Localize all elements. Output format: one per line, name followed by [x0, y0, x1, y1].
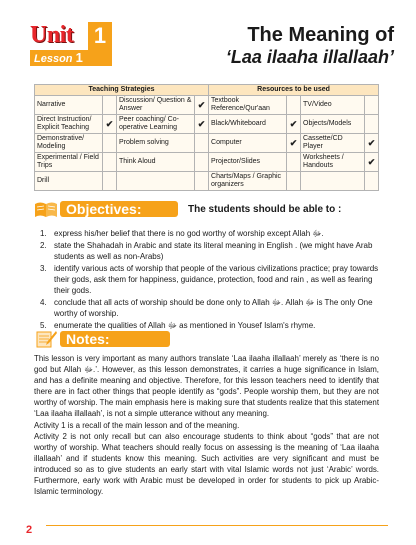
check-mark [287, 172, 301, 191]
strategies-resources-table [34, 84, 379, 191]
item-text: identify various acts of worship that people of the various civilizations practice; pray towards their gods, ask them for happiness, guidance, protection, food and rain , as well as fearing their gods. [54, 264, 379, 295]
check-mark [103, 96, 117, 115]
check-mark: ✔ [287, 115, 301, 134]
check-mark [287, 96, 301, 115]
unit-number: 1 [88, 22, 112, 66]
strategy-cell: Demonstrative/ Modeling [35, 134, 103, 153]
list-item [40, 263, 384, 296]
strategy-cell: Peer coaching/ Co-operative Learning [117, 115, 195, 134]
table-row [35, 96, 379, 115]
pen-paper-icon [34, 330, 58, 348]
strategy-cell: Think Aloud [117, 153, 195, 172]
strategy-cell: Problem solving [117, 134, 195, 153]
check-mark: ✔ [287, 134, 301, 153]
notes-paragraph: This lesson is very important as many authors translate ‘Laa ilaaha illallaah’ merely as ‘there is no god but Allah ﷻ.’. However, as this lesson demonstrates, it carries a huge significance in Islam, and has a definite meaning and objective. Therefore, for this lesson teachers need to identify that there are in fact other things that people identify as “gods”. People worship them, but they are not worthy of worship. The main emphasis here is making sure that students realize that this statement ‘Laa ilaaha illallaah’, is not a simple utterance without any meaning. [34, 354, 380, 419]
notes-paragraph: Activity 1 is a recall of the main lesson and of the meaning. [34, 420, 240, 430]
title-line-1: The Meaning of [247, 24, 394, 46]
notes-paragraph: Activity 2 is not only recall but can also encourage students to think about “gods” that are not worthy of worship. What teachers should really focus on assessing is the meaning of ‘Laa ilaaha illallaah’ and if students know this meaning. Such activities are very significant and must be introduced so as to give students an early start with vital Islamic words not just ‘Arabic’ words. Furthermore, early work with Arabic must be developed in order for students to pick up Arabic-Islamic terminology. [34, 431, 379, 497]
unit-lesson-badge [30, 22, 112, 66]
open-book-icon [34, 200, 58, 218]
check-mark: ✔ [365, 153, 379, 172]
check-mark [365, 172, 379, 191]
strategy-cell [117, 172, 195, 191]
header-teaching-strategies: Teaching Strategies [35, 85, 209, 96]
notes-label: Notes: [60, 331, 170, 347]
unit-word: Unit [30, 22, 74, 48]
lesson-word: Lesson [34, 53, 73, 65]
lesson-bar [30, 50, 88, 66]
resource-cell: Projector/Slides [209, 153, 287, 172]
resource-cell: Cassette/CD Player [301, 134, 365, 153]
check-mark [365, 96, 379, 115]
check-mark: ✔ [195, 96, 209, 115]
check-mark [103, 153, 117, 172]
resource-cell [301, 172, 365, 191]
resource-cell: Charts/Maps / Graphic organizers [209, 172, 287, 191]
item-text: express his/her belief that there is no god worthy of worship except Allah ﷻ. [54, 229, 324, 238]
objectives-header [34, 200, 341, 218]
strategy-cell: Drill [35, 172, 103, 191]
check-mark [195, 153, 209, 172]
strategy-cell: Direct Instruction/ Explicit Teaching [35, 115, 103, 134]
header-resources: Resources to be used [209, 85, 379, 96]
objectives-list [40, 228, 384, 332]
page-number: 2 [26, 524, 33, 536]
item-number: 1. [40, 229, 47, 238]
resource-cell: TV/Video [301, 96, 365, 115]
lesson-number: 1 [75, 50, 83, 65]
list-item [40, 297, 384, 319]
resource-cell: Objects/Models [301, 115, 365, 134]
strategy-cell: Discussion/ Question & Answer [117, 96, 195, 115]
item-text: enumerate the qualities of Allah ﷻ as mentioned in Yousef Islam's rhyme. [54, 321, 316, 330]
notes-header [34, 330, 170, 348]
resource-cell: Textbook Reference/Qur'aan [209, 96, 287, 115]
item-number: 4. [40, 298, 47, 307]
check-mark [195, 172, 209, 191]
item-number: 2. [40, 241, 47, 250]
strategy-cell: Experimental / Field Trips [35, 153, 103, 172]
resource-cell: Black/Whiteboard [209, 115, 287, 134]
list-item [40, 228, 384, 239]
resource-cell: Computer [209, 134, 287, 153]
table-row [35, 115, 379, 134]
item-number: 5. [40, 321, 47, 330]
page-title [150, 24, 394, 68]
item-number: 3. [40, 264, 47, 273]
check-mark: ✔ [103, 115, 117, 134]
table-row [35, 172, 379, 191]
item-text: conclude that all acts of worship should be done only to Allah ﷻ. Allah ﷻ is The only One worthy of worship. [54, 298, 373, 318]
check-mark [103, 134, 117, 153]
objectives-label: Objectives: [60, 201, 178, 217]
check-mark [195, 134, 209, 153]
strategy-cell: Narrative [35, 96, 103, 115]
check-mark [287, 153, 301, 172]
item-text: state the Shahadah in Arabic and state its literal meaning in English . (we might have Arab students as well as non-Arabs) [54, 241, 373, 261]
objectives-lead: The students should be able to : [188, 203, 342, 215]
notes-body [34, 353, 379, 497]
list-item [40, 240, 384, 262]
check-mark [365, 115, 379, 134]
table-row [35, 153, 379, 172]
footer-rule [46, 525, 388, 526]
check-mark [103, 172, 117, 191]
title-line-2: ‘Laa ilaaha illallaah’ [225, 47, 394, 67]
table-row [35, 134, 379, 153]
resource-cell: Worksheets / Handouts [301, 153, 365, 172]
table-header-row [35, 85, 379, 96]
check-mark: ✔ [365, 134, 379, 153]
check-mark: ✔ [195, 115, 209, 134]
